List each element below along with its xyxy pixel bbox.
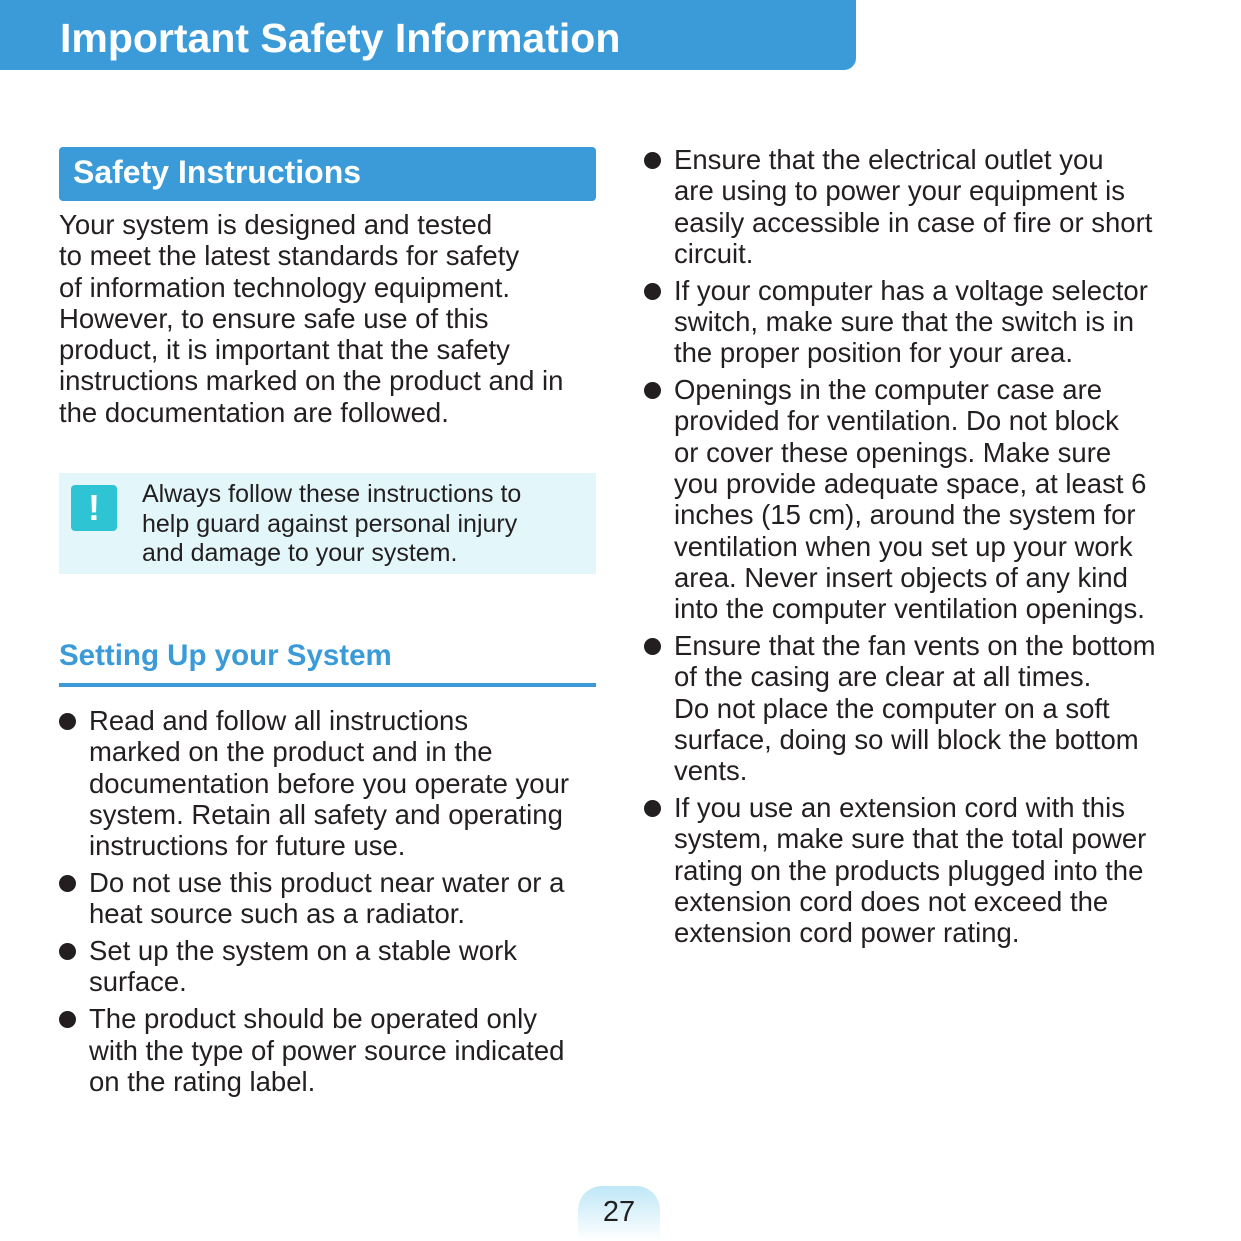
page-title: Important Safety Information	[60, 15, 621, 61]
bullet-line: into the computer ventilation openings.	[674, 593, 1145, 625]
bullet-line: heat source such as a radiator.	[89, 898, 466, 930]
bullet-line: on the rating label.	[89, 1065, 316, 1097]
bullet-line: Set up the system on a stable work	[89, 935, 517, 967]
bullet-dot-icon	[644, 283, 661, 300]
bullet-line: surface, doing so will block the bottom	[674, 723, 1139, 755]
bullet-item	[644, 630, 1189, 786]
bullet-dot-icon	[59, 1011, 76, 1028]
right-bullet-list	[644, 144, 1189, 948]
bullet-item	[644, 144, 1189, 269]
bullet-line: switch, make sure that the switch is in	[674, 305, 1135, 337]
left-bullet-list	[59, 705, 596, 1097]
bullet-item	[59, 1003, 596, 1097]
bullet-line: documentation before you operate your	[89, 767, 570, 799]
bullet-line: of the casing are clear at all times.	[674, 661, 1092, 693]
bullet-line: Ensure that the electrical outlet you	[674, 144, 1104, 175]
bullet-item	[644, 374, 1189, 624]
intro-line: of information technology equipment.	[59, 271, 510, 303]
bullet-item	[59, 867, 596, 930]
bullet-line: are using to power your equipment is	[674, 175, 1125, 207]
intro-line: the documentation are followed.	[59, 396, 449, 428]
note-line: Always follow these instructions to	[142, 480, 522, 509]
page-number: 27	[578, 1186, 660, 1241]
bullet-line: the proper position for your area.	[674, 337, 1073, 369]
bullet-line: If your computer has a voltage selector	[674, 274, 1148, 306]
note-line: help guard against personal injury	[142, 509, 518, 538]
bullet-item	[644, 792, 1189, 948]
intro-paragraph	[59, 209, 596, 428]
bullet-dot-icon	[644, 152, 661, 169]
bullet-line: provided for ventilation. Do not block	[674, 405, 1119, 437]
bullet-line: with the type of power source indicated	[89, 1034, 565, 1066]
bullet-line: Openings in the computer case are	[674, 374, 1103, 406]
intro-line: instructions marked on the product and in	[59, 365, 564, 397]
bullet-dot-icon	[644, 638, 661, 655]
left-column	[59, 147, 596, 1103]
bullet-line: area. Never insert objects of any kind	[674, 561, 1128, 593]
bullet-dot-icon	[644, 382, 661, 399]
bullet-line: extension cord does not exceed the	[674, 885, 1109, 917]
bullet-line: you provide adequate space, at least 6	[674, 467, 1147, 499]
bullet-line: inches (15 cm), around the system for	[674, 499, 1136, 531]
intro-line: to meet the latest standards for safety	[59, 240, 520, 272]
bullet-line: system. Retain all safety and operating	[89, 798, 563, 830]
bullet-line: If you use an extension cord with this	[674, 791, 1125, 823]
bullet-line: Do not place the computer on a soft	[674, 692, 1110, 724]
bullet-item	[644, 275, 1189, 369]
caution-note	[59, 473, 596, 574]
bullet-line: Do not use this product near water or a	[89, 867, 565, 899]
bullet-line: instructions for future use.	[89, 830, 406, 862]
bullet-dot-icon	[59, 875, 76, 892]
bullet-line: system, make sure that the total power	[674, 823, 1147, 855]
bullet-line: Read and follow all instructions	[89, 705, 469, 737]
bullet-line: or cover these openings. Make sure	[674, 436, 1112, 468]
bullet-item	[59, 705, 596, 861]
bullet-dot-icon	[644, 800, 661, 817]
intro-line: product, it is important that the safety	[59, 334, 510, 366]
setting-up-heading: Setting Up your System	[59, 639, 596, 687]
caution-note-text	[142, 480, 521, 569]
bullet-line: ventilation when you set up your work	[674, 530, 1133, 562]
bullet-line: extension cord power rating.	[674, 917, 1020, 949]
note-line: and damage to your system.	[142, 539, 458, 568]
intro-line: Your system is designed and tested	[59, 209, 493, 240]
bullet-item	[59, 935, 596, 998]
safety-instructions-heading: Safety Instructions	[59, 147, 596, 201]
bullet-line: rating on the products plugged into the	[674, 854, 1144, 886]
bullet-line: easily accessible in case of fire or short	[674, 206, 1153, 238]
bullet-line: Ensure that the fan vents on the bottom	[674, 629, 1156, 661]
bullet-line: vents.	[674, 755, 748, 787]
bullet-line: marked on the product and in the	[89, 736, 493, 768]
bullet-line: surface.	[89, 966, 187, 998]
bullet-dot-icon	[59, 943, 76, 960]
bullet-line: circuit.	[674, 237, 754, 269]
intro-line: However, to ensure safe use of this	[59, 302, 489, 334]
bullet-line: The product should be operated only	[89, 1003, 537, 1035]
bullet-dot-icon	[59, 713, 76, 730]
exclamation-icon: !	[71, 485, 117, 531]
right-column	[644, 144, 1189, 954]
